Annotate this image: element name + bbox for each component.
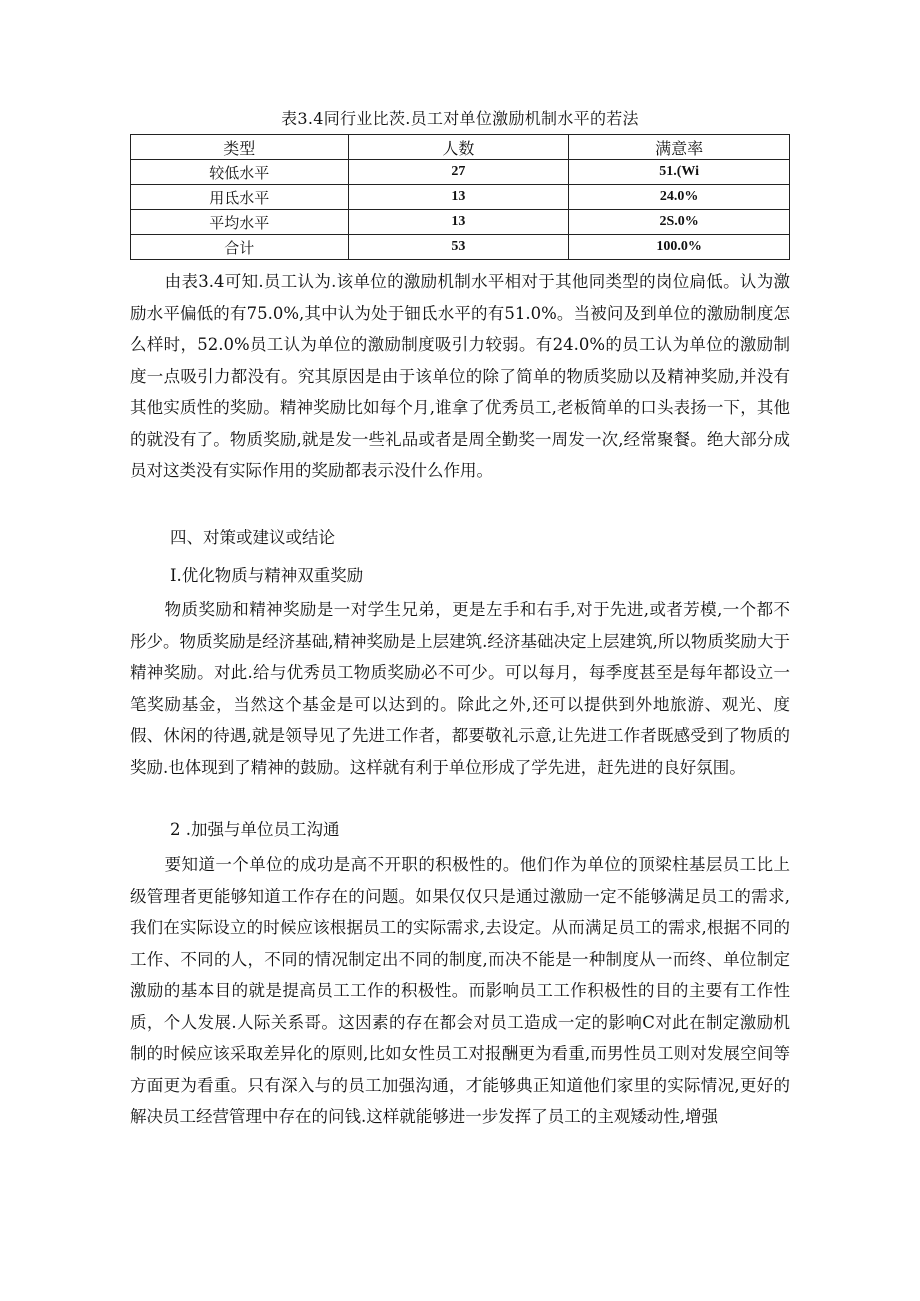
section-heading: 四、对策或建议或结论 — [170, 528, 335, 547]
paragraph-analysis: 由表3.4可知.员工认为.该单位的激励机制水平相对于其他同类型的岗位扃低。认为激励水平偏低的有75.0%,其中认为处于钿氐水平的有51.0%。当被问及到单位的激励制度怎么样时，52.0%员工认为单位的激励制度吸引力较弱。有24.0%的员工认为单位的激励制度一点吸引力都没有。究其原因是由于该单位的除了简单的物质奖励以及精神奖励,并没有其他实质性的奖励。精神奖励比如每个月,谁拿了优秀员工,老板简单的口头表扬一下，其他的就没有了。物质奖励,就是发一些礼品或者是周全勤奖一周发一次,经常聚餐。绝大部分成员对这类没有实际作用的奖励都表示没什么作用。 — [130, 272, 790, 480]
table-row — [131, 160, 790, 185]
paragraph-rewards: 物质奖励和精神奖励是一对学生兄弟，更是左手和右手,对于先进,或者芳模,一个都不彤少。物质奖励是经济基础,精神奖励是上层建筑.经济基础决定上层建筑,所以物质奖励大于精神奖励。对此.给与优秀员工物质奖励必不可少。可以每月，每季度甚至是每年都设立一笔奖励基金，当然这个基金是可以达到的。除此之外,还可以提供到外地旅游、观光、度假、休闲的待遇,就是领导见了先进工作者，都要敬礼示意,让先进工作者既感受到了物质的奖励.也体现到了精神的鼓励。这样就有利于单位形成了学先进，赶先进的良好氛围。 — [130, 600, 790, 777]
row-rate: 100.0% — [569, 235, 790, 260]
row-type: 合计 — [131, 235, 349, 260]
table-row — [131, 185, 790, 210]
satisfaction-table — [130, 134, 790, 260]
row-count: 53 — [348, 235, 569, 260]
row-count: 13 — [348, 210, 569, 235]
row-rate: 51.(Wi — [569, 160, 790, 185]
row-rate: 24.0% — [569, 185, 790, 210]
row-type: 平均水平 — [131, 210, 349, 235]
header-type: 类型 — [131, 135, 349, 160]
table-row — [131, 235, 790, 260]
paragraph-communication: 要知道一个单位的成功是高不开职的积极性的。他们作为单位的顶梁柱基层员工比上级管理者更能够知道工作存在的问题。如果仅仅只是通过激励一定不能够满足员工的需求,我们在实际设立的时候应该根据员工的实际需求,去设定。从而满足员工的需求,根据不同的工作、不同的人，不同的情况制定出不同的制度,而决不能是一种制度从一而终、单位制定激励的基本目的就是提高员工工作的积极性。而影响员工工作积极性的目的主要有工作性质，个人发展.人际关系哥。这因素的存在都会对员工造成一定的影响C对此在制定激励机制的时候应该采取差异化的原则,比如女性员工对报酬更为看重,而男性员工则对发展空间等方面更为看重。只有深入与的员工加强沟通，才能够典正知道他们家里的实际情况,更好的解决员工经营管理中存在的问钱.这样就能够进一步发挥了员工的主观矮动性,增强 — [130, 855, 790, 1126]
header-rate: 满意率 — [569, 135, 790, 160]
table-caption: 表3.4同行业比茨.员工对单位激励机制水平的若法 — [281, 109, 639, 128]
table-header-row — [131, 135, 790, 160]
subheading-communication: 2 .加强与单位员工沟通 — [170, 820, 340, 839]
row-count: 27 — [348, 160, 569, 185]
row-rate: 2S.0% — [569, 210, 790, 235]
row-count: 13 — [348, 185, 569, 210]
row-type: 较低水平 — [131, 160, 349, 185]
subheading-rewards: I.优化物质与精神双重奖励 — [170, 566, 364, 585]
table-row — [131, 210, 790, 235]
row-type: 用氐水平 — [131, 185, 349, 210]
header-count: 人数 — [348, 135, 569, 160]
